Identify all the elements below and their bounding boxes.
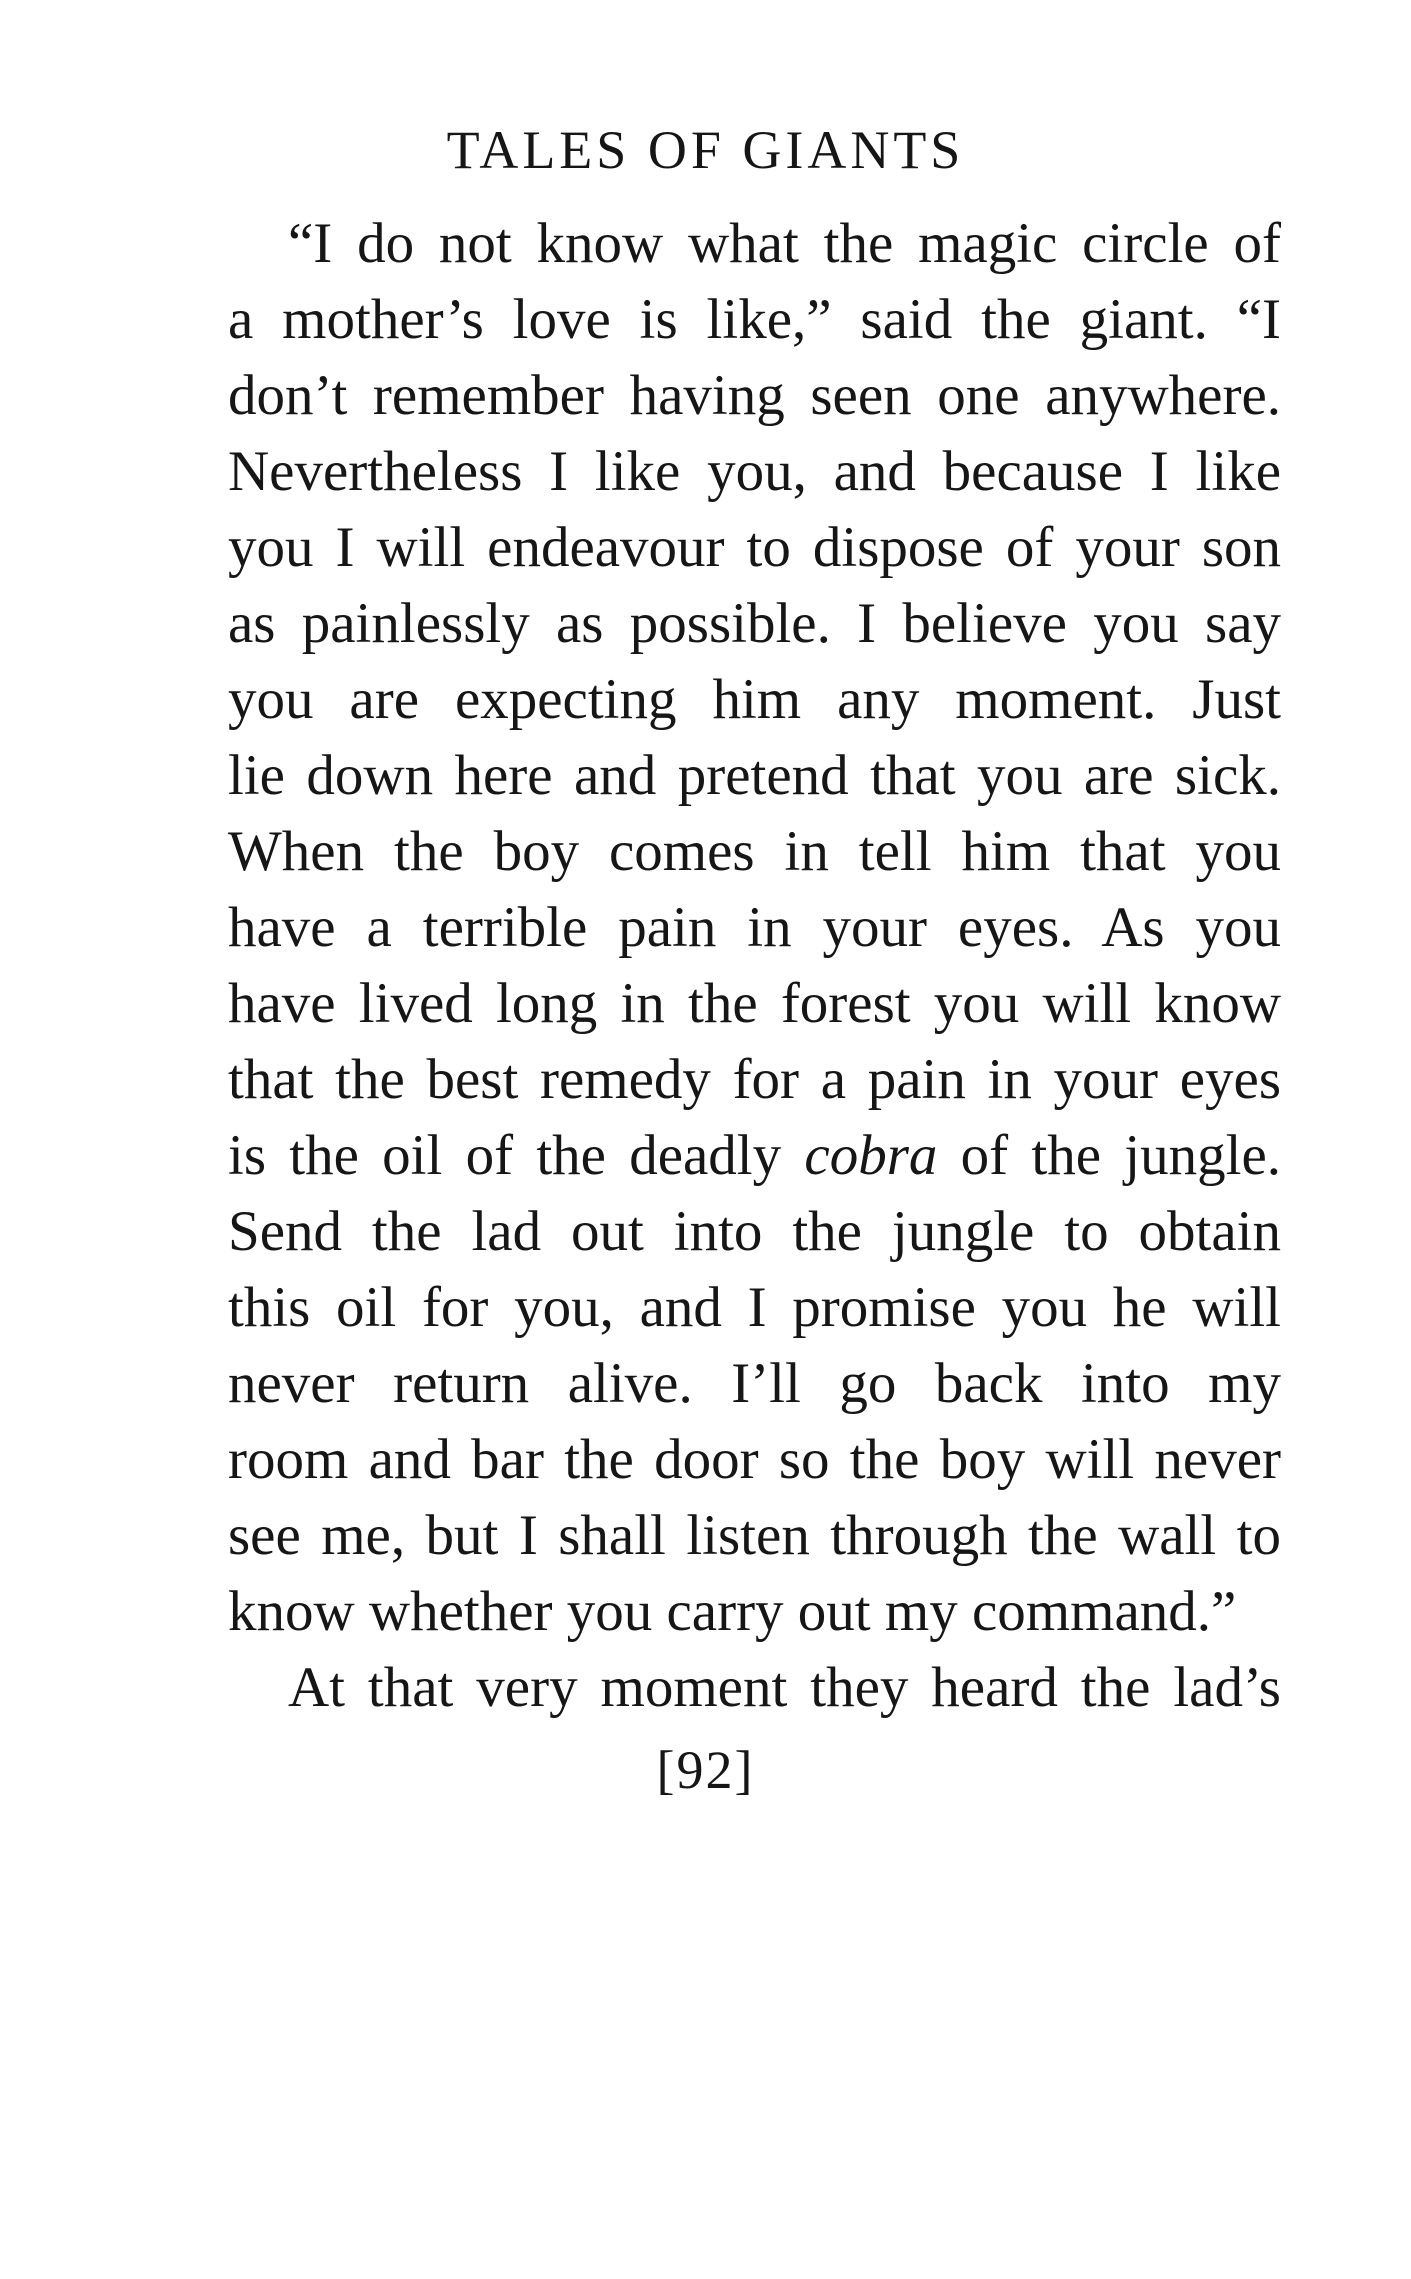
text-line: see me, but I shall listen through the wall to xyxy=(228,1504,1281,1567)
text-run: of the jungle. xyxy=(937,1124,1281,1187)
text-line: have a terrible pain in your eyes. As you xyxy=(228,896,1281,959)
italic-word: cobra xyxy=(804,1124,938,1187)
text-line: you are expecting him any moment. Just xyxy=(228,668,1281,731)
text-line: Send the lad out into the jungle to obtain xyxy=(228,1200,1281,1263)
running-head: TALES OF GIANTS xyxy=(446,120,965,180)
text-line: When the boy comes in tell him that you xyxy=(228,820,1281,883)
text-line: this oil for you, and I promise you he will xyxy=(228,1276,1281,1339)
text-line: lie down here and pretend that you are sick. xyxy=(228,744,1281,807)
text-line: At that very moment they heard the lad’s xyxy=(288,1656,1281,1719)
page-number: [92] xyxy=(656,1740,755,1800)
text-line: don’t remember having seen one anywhere. xyxy=(228,364,1281,427)
text-run: is the oil of the deadly xyxy=(228,1124,805,1187)
text-line: that the best remedy for a pain in your eyes xyxy=(228,1048,1281,1111)
body-text xyxy=(228,206,1281,1726)
text-line: a mother’s love is like,” said the giant. “I xyxy=(228,288,1281,351)
text-line: room and bar the door so the boy will never xyxy=(228,1428,1281,1491)
text-line: have lived long in the forest you will know xyxy=(228,972,1281,1035)
text-line: Nevertheless I like you, and because I like xyxy=(228,440,1281,503)
text-line: never return alive. I’ll go back into my xyxy=(228,1352,1281,1415)
text-line: as painlessly as possible. I believe you say xyxy=(228,592,1281,655)
text-line-with-italic xyxy=(228,1118,1281,1194)
text-line: “I do not know what the magic circle of xyxy=(288,212,1281,275)
text-line: know whether you carry out my command.” xyxy=(228,1580,1237,1643)
text-line: you I will endeavour to dispose of your son xyxy=(228,516,1281,579)
